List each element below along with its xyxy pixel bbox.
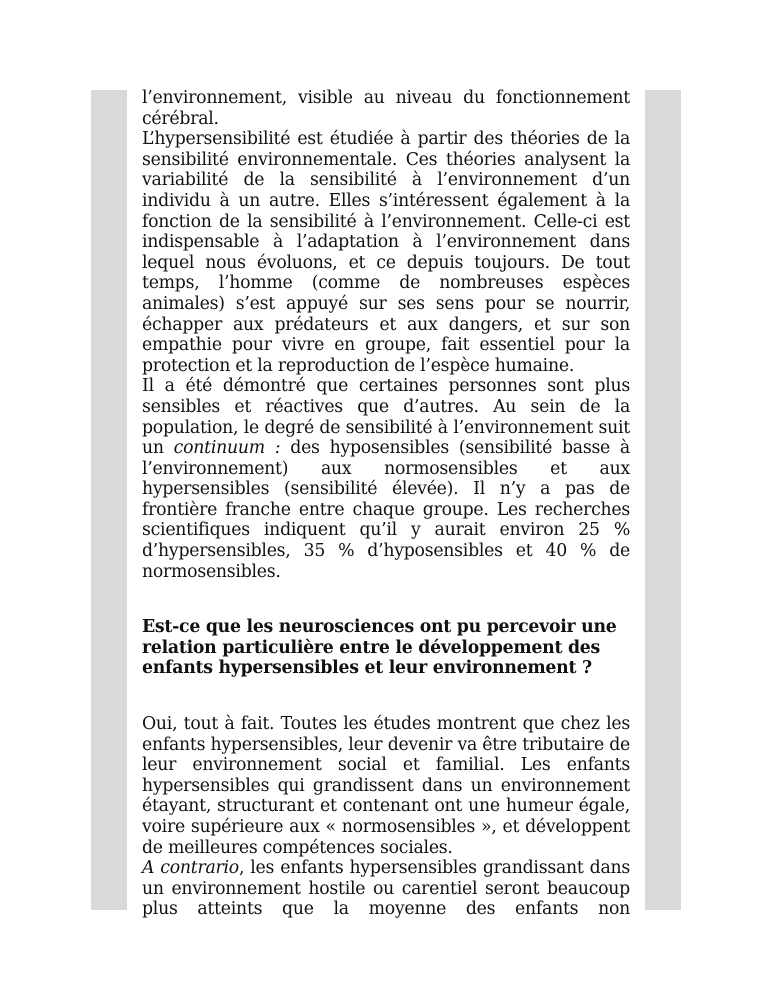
paragraph-3-end: des hyposensibles (sensibilité basse à l’environnement) aux normosensibles et aux hypersensibles (sensibilité élevée). Il n’y a pas de frontière franche entre chaque groupe. Les recherches scientifiques indiquent qu’il y aurait environ 25 % d’hypersensibles, 35 % d’hyposensibles et 40 % de normosensibles. <box>142 438 630 582</box>
paragraph-1: l’environnement, visible au niveau du fonctionnement cérébral. <box>142 88 630 129</box>
paragraph-5-italic: A contrario <box>142 858 239 879</box>
page-text-column <box>142 88 630 920</box>
paragraph-5 <box>142 858 630 920</box>
paragraph-5-text: , les enfants hypersensibles grandissant dans un environnement hostile ou carentiel seront beaucoup plus atteints que la moyenne des enfants non <box>142 858 630 920</box>
paragraph-3-start: Il a été démontré que certaines personnes sont plus sensibles et réactives que d’autres. Au sein de la population, le degré de sensibilité à l’environnement suit un <box>142 376 630 459</box>
paragraph-2: L’hypersensibilité est étudiée à partir des théories de la sensibilité environnementale. Ces théories analysent la variabilité de la sensibilité à l’environnement d’un individu à un autre. Elles s’intéressent également à la fonction de la sensibilité à l’environnement. Celle-ci est indispensable à l’adaptation à l’environnement dans lequel nous évoluons, et ce depuis toujours. De tout temps, l’homme (comme de nombreuses espèces animales) s’est appuyé sur ses sens pour se nourrir, échapper aux prédateurs et aux dangers, et sur son empathie pour vivre en groupe, fait essentiel pour la protection et la reproduction de l’espèce humaine. <box>142 129 630 376</box>
paragraph-3 <box>142 376 630 582</box>
section-question-heading: Est-ce que les neurosciences ont pu percevoir une relation particulière entre le développement des enfants hypersensibles et leur environnement ? <box>142 617 617 679</box>
left-margin-bar <box>91 90 127 910</box>
paragraph-3-italic: continuum : <box>173 438 281 459</box>
right-margin-bar <box>645 90 681 910</box>
paragraph-4: Oui, tout à fait. Toutes les études montrent que chez les enfants hypersensibles, leur devenir va être tributaire de leur environnement social et familial. Les enfants hypersensibles qui grandissent dans un environnement étayant, structurant et contenant ont une humeur égale, voire supérieure aux « normosensibles », et développent de meilleures compétences sociales. <box>142 714 630 858</box>
